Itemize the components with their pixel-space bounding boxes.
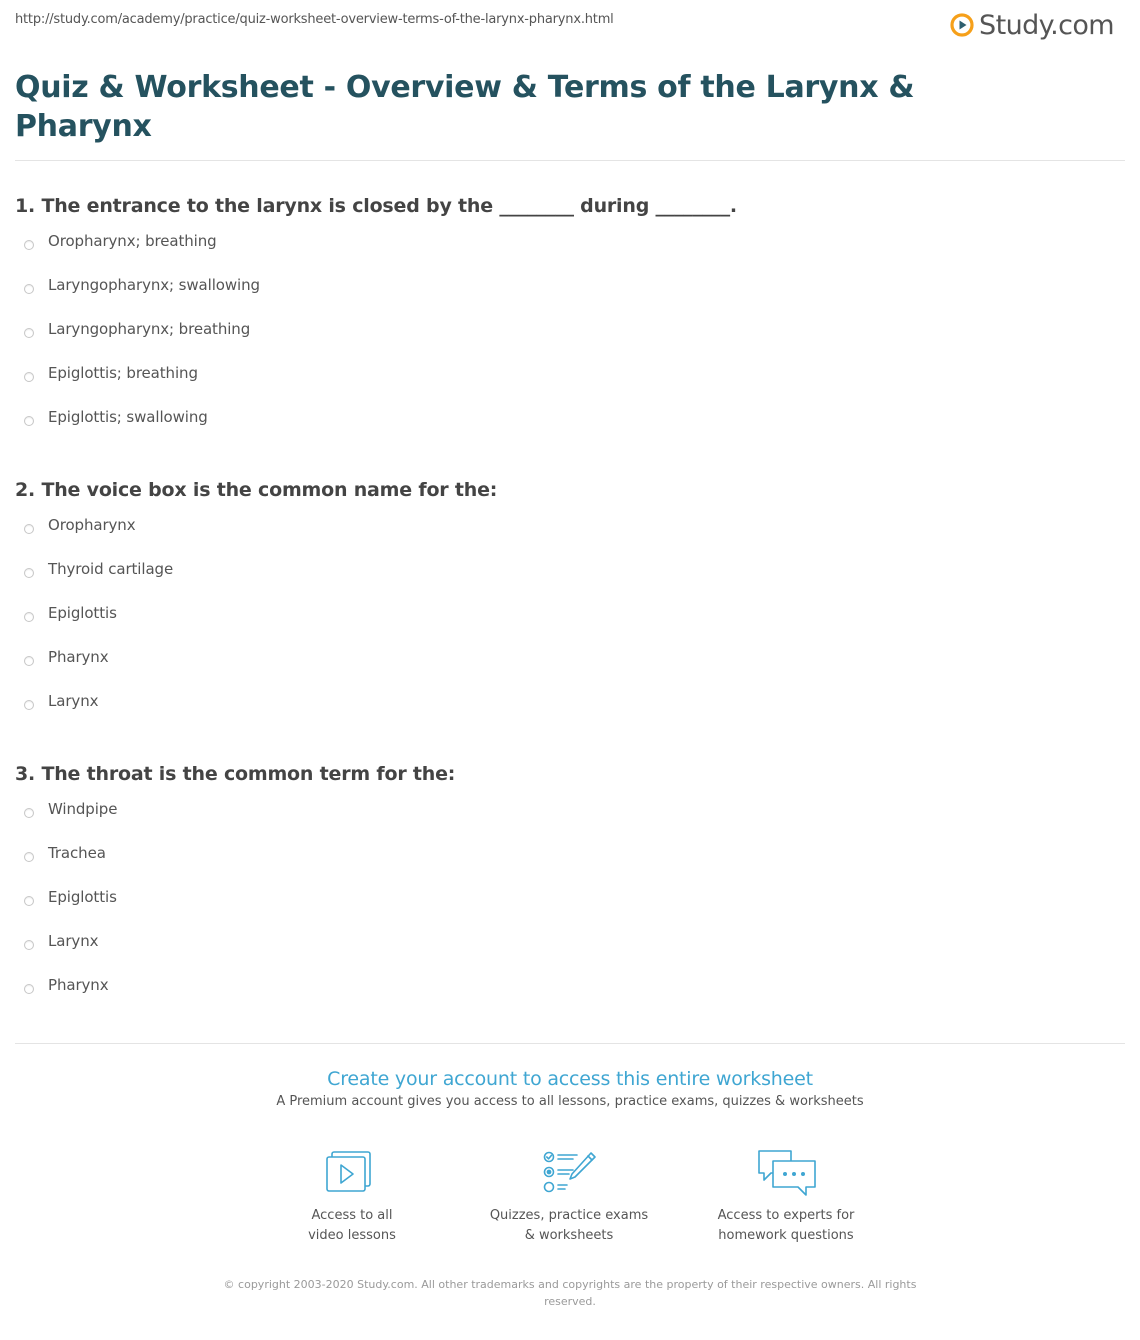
answer-option[interactable] bbox=[15, 844, 1115, 891]
answer-option[interactable] bbox=[15, 320, 1115, 367]
radio-button[interactable] bbox=[24, 940, 34, 950]
answer-option[interactable] bbox=[15, 648, 1115, 695]
answer-option[interactable] bbox=[15, 232, 1115, 279]
feature-line: Access to experts for bbox=[717, 1208, 855, 1223]
radio-button[interactable] bbox=[24, 568, 34, 578]
feature-line: homework questions bbox=[718, 1228, 854, 1243]
answer-option[interactable] bbox=[15, 888, 1115, 935]
answer-list bbox=[15, 800, 1115, 1023]
answer-label: Pharynx bbox=[48, 648, 109, 666]
chat-bubbles-icon bbox=[754, 1148, 818, 1200]
feature-text bbox=[686, 1206, 886, 1246]
answer-option[interactable] bbox=[15, 604, 1115, 651]
answer-option[interactable] bbox=[15, 408, 1115, 455]
question-3 bbox=[15, 760, 1115, 1023]
page-url: http://study.com/academy/practice/quiz-worksheet-overview-terms-of-the-larynx-pharynx.html bbox=[15, 12, 614, 27]
answer-list bbox=[15, 232, 1115, 455]
radio-button[interactable] bbox=[24, 984, 34, 994]
answer-label: Epiglottis bbox=[48, 888, 117, 906]
feature-line: Access to all bbox=[311, 1208, 393, 1223]
answer-label: Larynx bbox=[48, 692, 99, 710]
question-text: 2. The voice box is the common name for the: bbox=[15, 479, 498, 501]
feature-line: video lessons bbox=[308, 1228, 396, 1243]
answer-label: Epiglottis; breathing bbox=[48, 364, 198, 382]
answer-label: Windpipe bbox=[48, 800, 118, 818]
answer-label: Laryngopharynx; swallowing bbox=[48, 276, 260, 294]
answer-option[interactable] bbox=[15, 692, 1115, 739]
signup-cta bbox=[0, 1066, 1140, 1111]
radio-button[interactable] bbox=[24, 656, 34, 666]
play-circle-icon bbox=[950, 13, 974, 37]
answer-label: Thyroid cartilage bbox=[48, 560, 174, 578]
question-text: 3. The throat is the common term for the: bbox=[15, 763, 456, 785]
quiz-checklist-icon bbox=[537, 1148, 601, 1200]
video-lesson-icon bbox=[320, 1148, 384, 1200]
radio-button[interactable] bbox=[24, 328, 34, 338]
cta-subheading: A Premium account gives you access to all lessons, practice exams, quizzes & worksheets bbox=[276, 1094, 864, 1109]
cta-heading-link[interactable]: Create your account to access this entire worksheet bbox=[327, 1068, 813, 1090]
question-2 bbox=[15, 476, 1115, 739]
answer-option[interactable] bbox=[15, 516, 1115, 563]
answer-label: Laryngopharynx; breathing bbox=[48, 320, 251, 338]
answer-label: Epiglottis; swallowing bbox=[48, 408, 208, 426]
answer-label: Oropharynx bbox=[48, 516, 136, 534]
feature-video-lessons bbox=[252, 1148, 452, 1246]
question-1 bbox=[15, 192, 1115, 455]
radio-button[interactable] bbox=[24, 372, 34, 382]
answer-label: Oropharynx; breathing bbox=[48, 232, 217, 250]
radio-button[interactable] bbox=[24, 284, 34, 294]
title-divider bbox=[15, 160, 1125, 161]
answer-option[interactable] bbox=[15, 800, 1115, 847]
answer-label: Trachea bbox=[48, 844, 106, 862]
radio-button[interactable] bbox=[24, 700, 34, 710]
radio-button[interactable] bbox=[24, 612, 34, 622]
answer-list bbox=[15, 516, 1115, 739]
radio-button[interactable] bbox=[24, 416, 34, 426]
study-logo[interactable] bbox=[950, 8, 1114, 42]
page-title: Quiz & Worksheet - Overview & Terms of the Larynx & Pharynx bbox=[15, 70, 915, 144]
answer-label: Larynx bbox=[48, 932, 99, 950]
copyright-notice: © copyright 2003-2020 Study.com. All other trademarks and copyrights are the property of their respective owners. All rights reserved. bbox=[223, 1278, 917, 1308]
question-text: 1. The entrance to the larynx is closed by the ________ during ________. bbox=[15, 195, 737, 217]
answer-label: Pharynx bbox=[48, 976, 109, 994]
radio-button[interactable] bbox=[24, 524, 34, 534]
radio-button[interactable] bbox=[24, 808, 34, 818]
answer-option[interactable] bbox=[15, 932, 1115, 979]
feature-experts bbox=[686, 1148, 886, 1246]
feature-quizzes bbox=[469, 1148, 669, 1246]
cta-divider bbox=[15, 1043, 1125, 1044]
answer-option[interactable] bbox=[15, 276, 1115, 323]
radio-button[interactable] bbox=[24, 896, 34, 906]
answer-label: Epiglottis bbox=[48, 604, 117, 622]
feature-line: & worksheets bbox=[524, 1228, 614, 1243]
radio-button[interactable] bbox=[24, 852, 34, 862]
radio-button[interactable] bbox=[24, 240, 34, 250]
feature-line: Quizzes, practice exams bbox=[489, 1208, 649, 1223]
logo-text: Study.com bbox=[979, 9, 1114, 41]
feature-text bbox=[252, 1206, 452, 1246]
feature-text bbox=[469, 1206, 669, 1246]
answer-option[interactable] bbox=[15, 364, 1115, 411]
answer-option[interactable] bbox=[15, 976, 1115, 1023]
answer-option[interactable] bbox=[15, 560, 1115, 607]
